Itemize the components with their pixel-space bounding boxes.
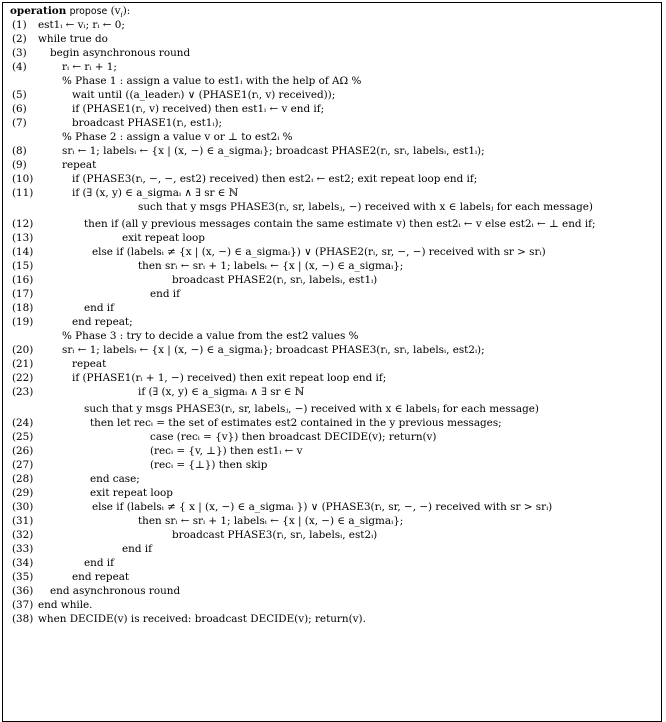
line-text: then srᵢ ← srᵢ + 1; labelsᵢ ← {x | (x, −) ∈ a_sigmaᵢ}; xyxy=(138,514,404,527)
line-number: (27) xyxy=(12,458,34,471)
line-text: repeat xyxy=(72,357,107,370)
line-text: end if xyxy=(150,287,180,300)
line-text: if (PHASE1(rᵢ, v) received) then est1ᵢ ← v end if; xyxy=(72,103,325,115)
line-text: if (∃ (x, y) ∈ a_sigmaᵢ ∧ ∃ sr ∈ ℕ xyxy=(72,187,239,199)
line-text: exit repeat loop xyxy=(122,231,205,244)
line-text: else if (labelsᵢ ≠ {x | (x, −) ∈ a_sigmaᵢ}) ∨ (PHASE2(rᵢ, sr, −, −) received with sr > srᵢ) xyxy=(92,245,546,258)
line-number: (34) xyxy=(12,556,34,569)
line-number: (35) xyxy=(12,570,34,583)
line-number: (15) xyxy=(12,259,34,272)
line-number: (25) xyxy=(12,430,34,443)
line-number: (10) xyxy=(12,173,34,185)
line-text: such that y msgs PHASE3(rᵢ, sr, labelsⱼ, −) received with x ∈ labelsⱼ for each message) xyxy=(138,201,593,213)
line-text: while true do xyxy=(38,33,108,45)
line-text: if (PHASE1(rᵢ + 1, −) received) then exit repeat loop end if; xyxy=(72,371,387,384)
line-number: (4) xyxy=(12,61,27,73)
line-text: exit repeat loop xyxy=(90,486,173,499)
line-text: broadcast PHASE1(rᵢ, est1ᵢ); xyxy=(72,117,223,129)
line-text: wait until ((a_leaderᵢ) ∨ (PHASE1(rᵢ, v) received)); xyxy=(72,89,336,101)
line-text: broadcast PHASE3(rᵢ, srᵢ, labelsᵢ, est2ᵢ) xyxy=(172,528,378,541)
line-text: end if xyxy=(84,556,114,569)
line-text: repeat xyxy=(62,159,97,171)
line-text: est1ᵢ ← vᵢ; rᵢ ← 0; xyxy=(38,19,125,31)
line-text: such that y msgs PHASE3(rᵢ, sr, labelsⱼ, −) received with x ∈ labelsⱼ for each message) xyxy=(84,402,539,415)
line-text: end repeat; xyxy=(72,315,133,328)
line-text: else if (labelsᵢ ≠ { x | (x, −) ∈ a_sigmaᵢ }) ∨ (PHASE3(rᵢ, sr, −, −) received with sr > srᵢ) xyxy=(92,500,553,513)
line-number: (32) xyxy=(12,528,34,541)
line-number: (12) xyxy=(12,217,34,230)
line-text: % Phase 2 : assign a value v or ⊥ to est2ᵢ % xyxy=(62,131,293,143)
line-text: end case; xyxy=(90,472,140,485)
line-text: end if xyxy=(122,542,152,555)
line-number: (21) xyxy=(12,357,34,370)
line-number: (3) xyxy=(12,47,27,59)
line-text: begin asynchronous round xyxy=(50,47,191,59)
line-number: (6) xyxy=(12,103,27,115)
line-number: (16) xyxy=(12,273,34,286)
line-number: (30) xyxy=(12,500,34,513)
line-text: (recᵢ = {⊥}) then skip xyxy=(150,458,268,471)
line-number: (38) xyxy=(12,612,34,625)
line-number: (5) xyxy=(12,89,27,101)
line-text: broadcast PHASE2(rᵢ, srᵢ, labelsᵢ, est1ᵢ) xyxy=(172,273,378,286)
line-text: then if (all y previous messages contain the same estimate v) then est2ᵢ ← v else est2ᵢ ← ⊥ end if; xyxy=(84,217,596,230)
line-number: (1) xyxy=(12,19,27,31)
line-number: (14) xyxy=(12,245,34,258)
line-number: (18) xyxy=(12,301,34,314)
line-number: (22) xyxy=(12,371,34,384)
line-text: if (PHASE3(rᵢ, −, −, est2) received) then est2ᵢ ← est2; exit repeat loop end if; xyxy=(72,173,478,185)
line-number: (8) xyxy=(12,145,27,157)
line-number: (2) xyxy=(12,33,27,45)
line-number: (20) xyxy=(12,343,34,356)
line-text: srᵢ ← 1; labelsᵢ ← {x | (x, −) ∈ a_sigmaᵢ}; broadcast PHASE3(rᵢ, srᵢ, labelsᵢ, est2ᵢ); xyxy=(62,343,485,356)
line-text: then srᵢ ← srᵢ + 1; labelsᵢ ← {x | (x, −) ∈ a_sigmaᵢ}; xyxy=(138,259,404,272)
line-number: (23) xyxy=(12,385,34,398)
line-number: (11) xyxy=(12,187,34,199)
line-number: (31) xyxy=(12,514,34,527)
line-text: when DECIDE(v) is received: broadcast DECIDE(v); return(v). xyxy=(38,612,366,625)
operation-arg: $(v_i)$: xyxy=(110,5,131,20)
line-text: end while. xyxy=(38,598,93,611)
line-text: end repeat xyxy=(72,570,130,583)
line-text: if (∃ (x, y) ∈ a_sigmaᵢ ∧ ∃ sr ∈ ℕ xyxy=(138,385,305,398)
line-number: (33) xyxy=(12,542,34,555)
line-text: then let recᵢ = the set of estimates est2 contained in the y previous messages; xyxy=(90,416,502,429)
line-number: (26) xyxy=(12,444,34,457)
line-number: (17) xyxy=(12,287,34,300)
operation-name: propose xyxy=(69,6,108,17)
line-text: rᵢ ← rᵢ + 1; xyxy=(62,61,117,73)
line-text: % Phase 3 : try to decide a value from the est2 values % xyxy=(62,329,359,342)
line-number: (24) xyxy=(12,416,34,429)
line-number: (7) xyxy=(12,117,27,129)
line-number: (9) xyxy=(12,159,27,171)
line-number: (28) xyxy=(12,472,34,485)
line-number: (19) xyxy=(12,315,34,328)
line-text: srᵢ ← 1; labelsᵢ ← {x | (x, −) ∈ a_sigmaᵢ}; broadcast PHASE2(rᵢ, srᵢ, labelsᵢ, est1ᵢ); xyxy=(62,145,485,157)
line-number: (29) xyxy=(12,486,34,499)
line-text: % Phase 1 : assign a value to est1ᵢ with the help of AΩ % xyxy=(62,75,362,87)
line-text: end if xyxy=(84,301,114,314)
line-text: (recᵢ = {v, ⊥}) then est1ᵢ ← v xyxy=(150,444,303,457)
line-text: case (recᵢ = {v}) then broadcast DECIDE(v); return(v) xyxy=(150,430,437,443)
operation-keyword: operation xyxy=(10,5,67,17)
line-text: end asynchronous round xyxy=(50,584,181,597)
line-number: (37) xyxy=(12,598,34,611)
line-number: (36) xyxy=(12,584,34,597)
operation-header xyxy=(10,4,130,18)
line-number: (13) xyxy=(12,231,34,244)
